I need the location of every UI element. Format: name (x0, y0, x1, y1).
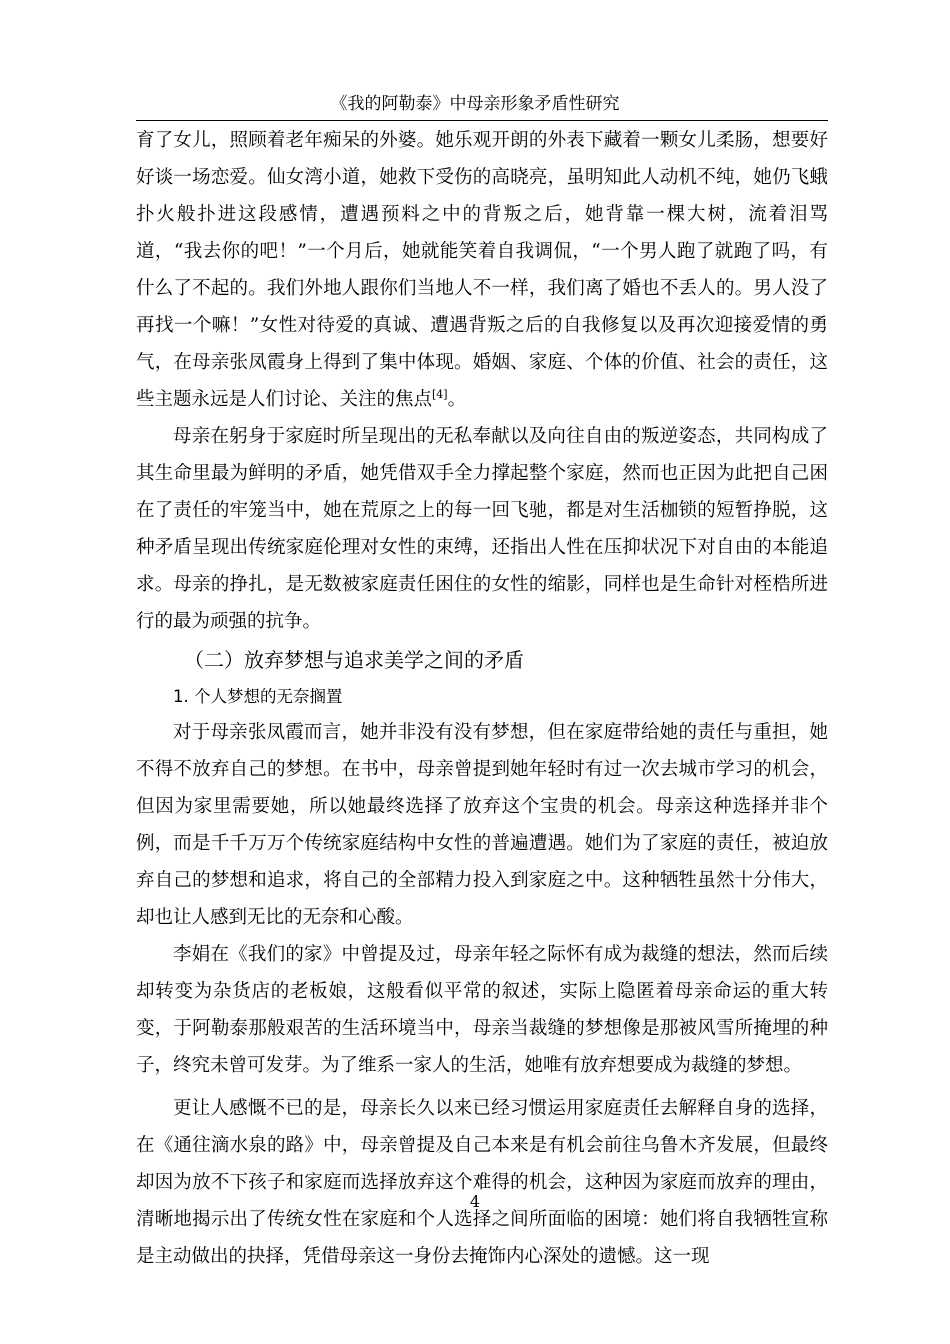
paragraph-continued (136, 122, 828, 418)
paragraph: 母亲在躬身于家庭时所呈现出的无私奉献以及向往自由的叛逆姿态，共同构成了其生命里最为鲜明的矛盾，她凭借双手全力撑起整个家庭，然而也正因为此把自己困在了责任的牢笼当中，她在荒原之上的每一回飞驰，都是对生活枷锁的短暂挣脱，这种矛盾呈现出传统家庭伦理对女性的束缚，还指出人性在压抑状况下对自由的本能追求。母亲的挣扎，是无数被家庭责任困住的女性的缩影，同样也是生命针对桎梏所进行的最为顽强的抗争。 (136, 426, 828, 632)
page-number: 4 (469, 1192, 481, 1211)
body-text (136, 122, 828, 1275)
paragraph-end: 。 (447, 389, 467, 410)
subsection-heading: 1. 个人梦想的无奈搁置 (173, 687, 343, 706)
paragraph: 更让人感慨不已的是，母亲长久以来已经习惯运用家庭责任去解释自身的选择，在《通往滴水泉的路》中，母亲曾提及自己本来是有机会前往乌鲁木齐发展，但最终却因为放不下孩子和家庭而选择放弃这个难得的机会，这种因为家庭而放弃的理由，清晰地揭示出了传统女性在家庭和个人选择之间所面临的困境：她们将自我牺牲宣称是主动做出的抉择，凭借母亲这一身份去掩饰内心深处的遗憾。这一现 (136, 1098, 828, 1267)
running-header: 《我的阿勒泰》中母亲形象矛盾性研究 (330, 94, 620, 114)
paragraph: 对于母亲张凤霞而言，她并非没有没有梦想，但在家庭带给她的责任与重担，她不得不放弃自己的梦想。在书中，母亲曾提到她年轻时有过一次去城市学习的机会，但因为家里需要她，所以她最终选择了放弃这个宝贵的机会。母亲这种选择并非个例，而是千千万万个传统家庭结构中女性的普遍遭遇。她们为了家庭的责任，被迫放弃自己的梦想和追求，将自己的全部精力投入到家庭之中。这种牺牲虽然十分伟大，却也让人感到无比的无奈和心酸。 (136, 722, 828, 928)
citation: [4] (432, 387, 448, 401)
paragraph: 李娟在《我们的家》中曾提及过，母亲年轻之际怀有成为裁缝的想法，然而后续却转变为杂货店的老板娘，这般看似平常的叙述，实际上隐匿着母亲命运的重大转变，于阿勒泰那般艰苦的生活环境当中，母亲当裁缝的梦想像是那被风雪所掩埋的种子，终究未曾可发芽。为了维系一家人的生活，她唯有放弃想要成为裁缝的梦想。 (136, 944, 828, 1076)
section-heading: （二）放弃梦想与追求美学之间的矛盾 (184, 648, 524, 672)
header-rule (136, 120, 828, 121)
paragraph-text: 育了女儿，照顾着老年痴呆的外婆。她乐观开朗的外表下藏着一颗女儿柔肠，想要好好谈一场恋爱。仙女湾小道，她救下受伤的高晓亮，虽明知此人动机不纯，她仍飞蛾扑火般扑进这段感情，遭遇预料之中的背叛之后，她背靠一棵大树，流着泪骂道，“我去你的吧！”一个月后，她就能笑着自我调侃，“一个男人跑了就跑了吗，有什么了不起的。我们外地人跟你们当地人不一样，我们离了婚也不丢人的。男人没了再找一个嘛！”女性对待爱的真诚、遭遇背叛之后的自我修复以及再次迎接爱情的勇气，在母亲张凤霞身上得到了集中体现。婚姻、家庭、个体的价值、社会的责任，这些主题永远是人们讨论、关注的焦点 (136, 130, 828, 410)
